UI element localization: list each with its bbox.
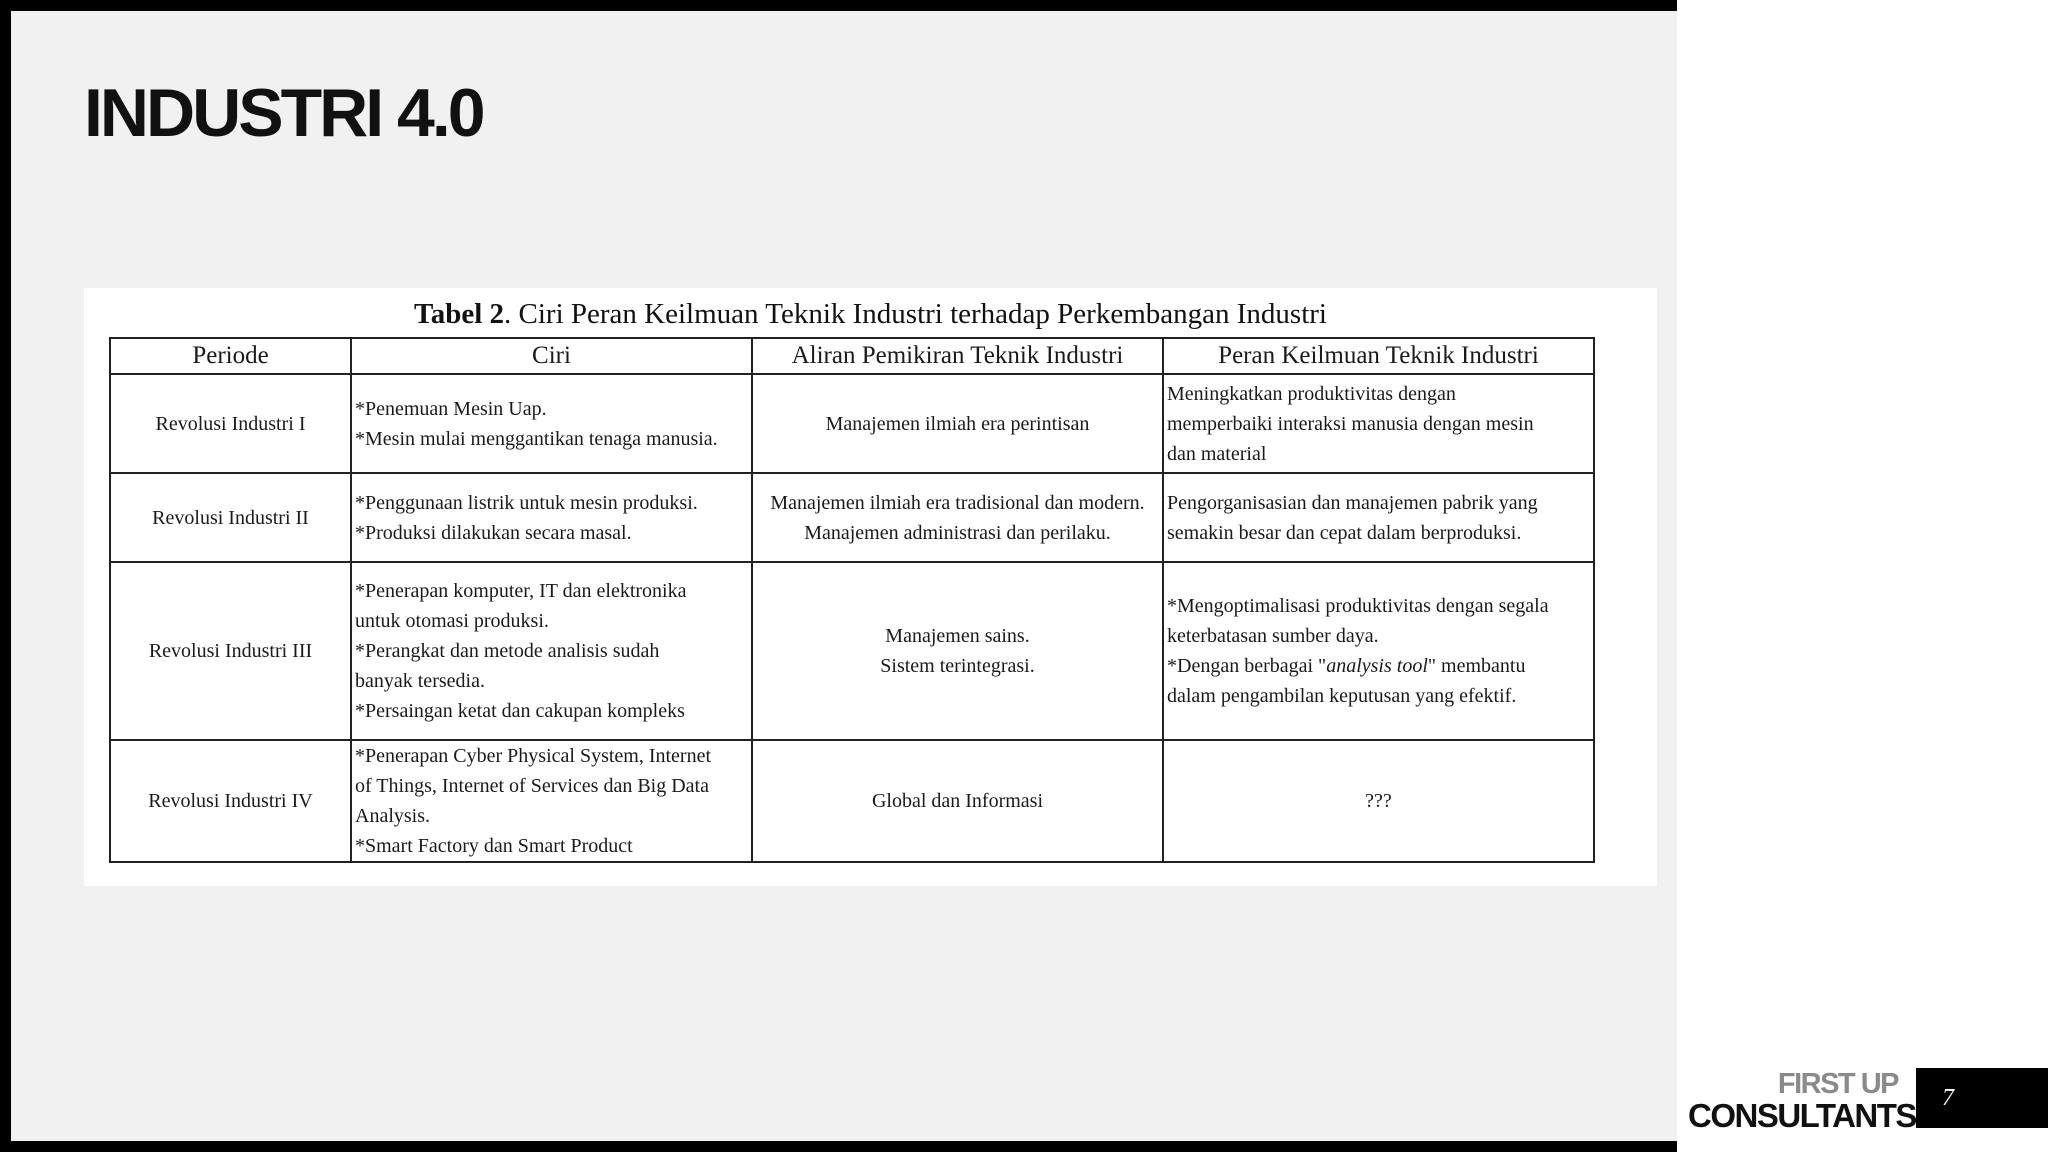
header-aliran: Aliran Pemikiran Teknik Industri [752, 338, 1163, 374]
ciri-cell: *Penggunaan listrik untuk mesin produksi. *Produksi dilakukan secara masal. [351, 473, 752, 562]
page-title: INDUSTRI 4.0 [84, 75, 483, 151]
table-image [84, 288, 1657, 886]
ciri-cell: *Penerapan komputer, IT dan elektronika untuk otomasi produksi. *Perangkat dan metode analisis sudah banyak tersedia. *Persaingan ketat dan cakupan kompleks [351, 562, 752, 740]
industry-revolution-table [109, 337, 1595, 863]
periode-cell: Revolusi Industri III [110, 562, 351, 740]
peran-cell: Meningkatkan produktivitas dengan memperbaiki interaksi manusia dengan mesin dan material [1163, 374, 1594, 473]
caption-text: . Ciri Peran Keilmuan Teknik Industri terhadap Perkembangan Industri [504, 298, 1327, 330]
header-peran: Peran Keilmuan Teknik Industri [1163, 338, 1594, 374]
caption-label: Tabel 2 [414, 298, 505, 330]
page-number: 7 [1916, 1068, 2048, 1128]
periode-cell: Revolusi Industri IV [110, 740, 351, 862]
aliran-cell: Manajemen ilmiah era perintisan [752, 374, 1163, 473]
aliran-cell: Manajemen ilmiah era tradisional dan modern. Manajemen administrasi dan perilaku. [752, 473, 1163, 562]
table-row [110, 374, 1594, 473]
peran-cell: ??? [1163, 740, 1594, 862]
aliran-cell: Manajemen sains. Sistem terintegrasi. [752, 562, 1163, 740]
brand-logo [1688, 1068, 1916, 1134]
aliran-cell: Global dan Informasi [752, 740, 1163, 862]
table-header-row [110, 338, 1594, 374]
periode-cell: Revolusi Industri I [110, 374, 351, 473]
brand-line-2: CONSULTANTS [1688, 1097, 1916, 1134]
periode-cell: Revolusi Industri II [110, 473, 351, 562]
ciri-cell: *Penerapan Cyber Physical System, Internet of Things, Internet of Services dan Big Data Analysis. *Smart Factory dan Smart Product [351, 740, 752, 862]
table-row [110, 473, 1594, 562]
table-caption [84, 298, 1657, 331]
header-ciri: Ciri [351, 338, 752, 374]
header-periode: Periode [110, 338, 351, 374]
brand-line-1: FIRST UP [1777, 1068, 1898, 1100]
peran-cell: *Mengoptimalisasi produktivitas dengan segala keterbatasan sumber daya. *Dengan berbagai "analysis tool" membantu dalam pengambilan keputusan yang efektif. [1163, 562, 1594, 740]
table-row [110, 740, 1594, 862]
peran-cell: Pengorganisasian dan manajemen pabrik yang semakin besar dan cepat dalam berproduksi. [1163, 473, 1594, 562]
ciri-cell: *Penemuan Mesin Uap. *Mesin mulai menggantikan tenaga manusia. [351, 374, 752, 473]
table-row [110, 562, 1594, 740]
